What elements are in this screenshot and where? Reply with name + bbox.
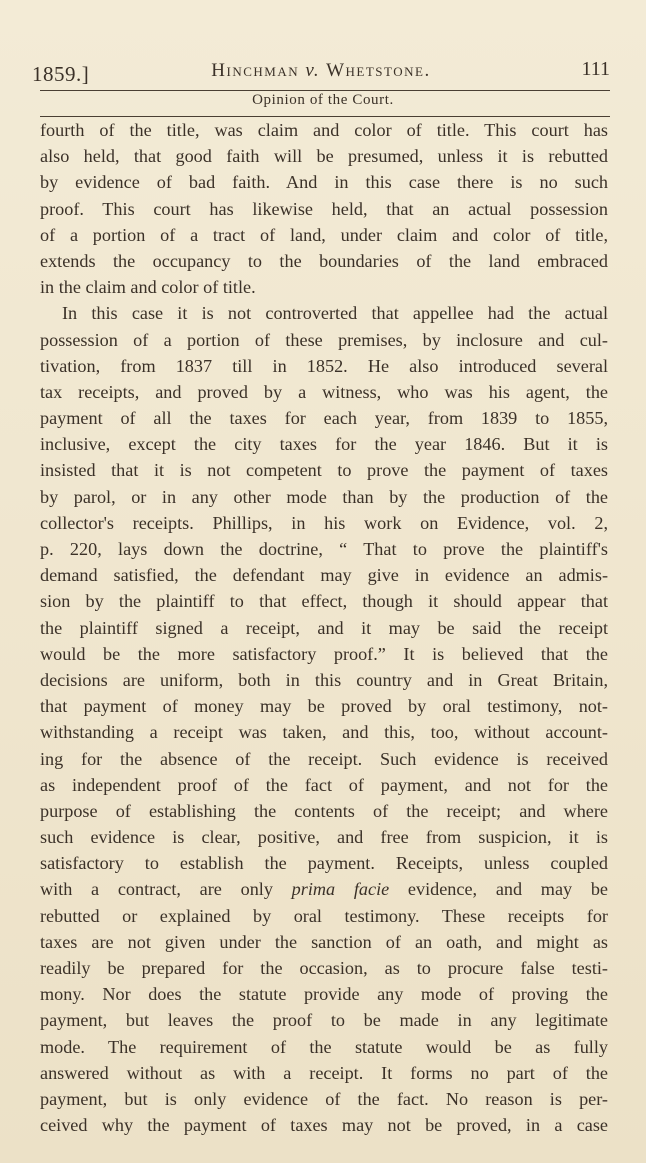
text-line: mony. Nor does the statute provide any mode of proving the xyxy=(40,984,608,1005)
text-line: fourth of the title, was claim and color of title. This court has xyxy=(40,120,608,140)
text-line: p. 220, lays down the doctrine, “ That to prove the plaintiff's xyxy=(40,539,608,559)
text-line: decisions are uniform, both in this country and in Great Britain, xyxy=(40,669,608,690)
text-run: with a contract, are only xyxy=(40,879,292,900)
text-line: such evidence is clear, positive, and free from suspicion, it is xyxy=(40,827,608,848)
text-line: payment of all the taxes for each year, from 1839 to 1855, xyxy=(40,408,608,429)
text-line: tivation, from 1837 till in 1852. He also introduced several xyxy=(40,355,608,376)
italic-phrase: prima facie xyxy=(291,879,390,900)
text-line: the plaintiff signed a receipt, and it may be said the receipt xyxy=(40,617,608,638)
text-line: inclusive, except the city taxes for the year 1846. But it is xyxy=(40,434,608,455)
section-heading: Opinion of the Court. xyxy=(252,92,394,108)
text-line: sion by the plaintiff to that effect, though it should appear that xyxy=(40,591,608,612)
text-line: taxes are not given under the sanction of an oath, and might as xyxy=(40,931,608,952)
text-line: ceived why the payment of taxes may not be proved, in a case xyxy=(40,1115,608,1136)
text-line: in the claim and color of title. xyxy=(40,277,256,298)
text-line: In this case it is not controverted that appellee had the actual xyxy=(62,303,608,324)
text-line: answered without as with a receipt. It forms no part of the xyxy=(40,1062,608,1083)
text-line: mode. The requirement of the statute would be as fully xyxy=(40,1036,608,1057)
text-line: proof. This court has likewise held, that an actual possession xyxy=(40,198,608,219)
text-line: readily be prepared for the occasion, as to procure false testi- xyxy=(40,958,608,978)
text-line: insisted that it is not competent to prove the payment of taxes xyxy=(40,460,608,481)
text-line: satisfactory to establish the payment. Receipts, unless coupled xyxy=(40,853,608,874)
text-line: possession of a portion of these premises, by inclosure and cul- xyxy=(40,329,608,350)
text-run: evidence, and may be xyxy=(389,879,608,900)
case-party-left: Hinchman xyxy=(211,60,300,81)
text-line: tax receipts, and proved by a witness, who was his agent, the xyxy=(40,381,608,402)
text-line xyxy=(40,876,608,902)
case-versus: v. xyxy=(305,60,321,81)
text-line: rebutted or explained by oral testimony. These receipts for xyxy=(40,905,608,926)
text-line: ing for the absence of the receipt. Such evidence is received xyxy=(40,748,608,769)
text-line: payment, but leaves the proof to be made in any legitimate xyxy=(40,1010,608,1031)
text-line: withstanding a receipt was taken, and this, too, without account- xyxy=(40,722,608,743)
page-number: 111 xyxy=(581,58,610,80)
text-line: purpose of establishing the contents of the receipt; and where xyxy=(40,800,608,821)
text-line: would be the more satisfactory proof.” It is believed that the xyxy=(40,643,608,664)
header-rule xyxy=(40,90,610,91)
text-line: extends the occupancy to the boundaries of the land embraced xyxy=(40,250,608,271)
text-line: also held, that good faith will be presumed, unless it is rebutted xyxy=(40,146,608,167)
text-line: of a portion of a tract of land, under claim and color of title, xyxy=(40,224,608,245)
text-line: collector's receipts. Phillips, in his work on Evidence, vol. 2, xyxy=(40,512,608,533)
text-line: as independent proof of the fact of payment, and not for the xyxy=(40,774,608,795)
text-line: payment, but is only evidence of the fact. No reason is per- xyxy=(40,1088,608,1109)
case-party-right: Whetstone. xyxy=(326,60,431,81)
case-title xyxy=(26,60,616,82)
text-line: by parol, or in any other mode than by the production of the xyxy=(40,486,608,507)
volume-year: 1859.] xyxy=(32,62,90,86)
opinion-text xyxy=(40,117,608,1138)
text-line: by evidence of bad faith. And in this case there is no such xyxy=(40,172,608,193)
running-head xyxy=(26,52,616,86)
text-line: demand satisfied, the defendant may give in evidence an admis- xyxy=(40,565,608,586)
text-line: that payment of money may be proved by oral testimony, not- xyxy=(40,696,608,717)
